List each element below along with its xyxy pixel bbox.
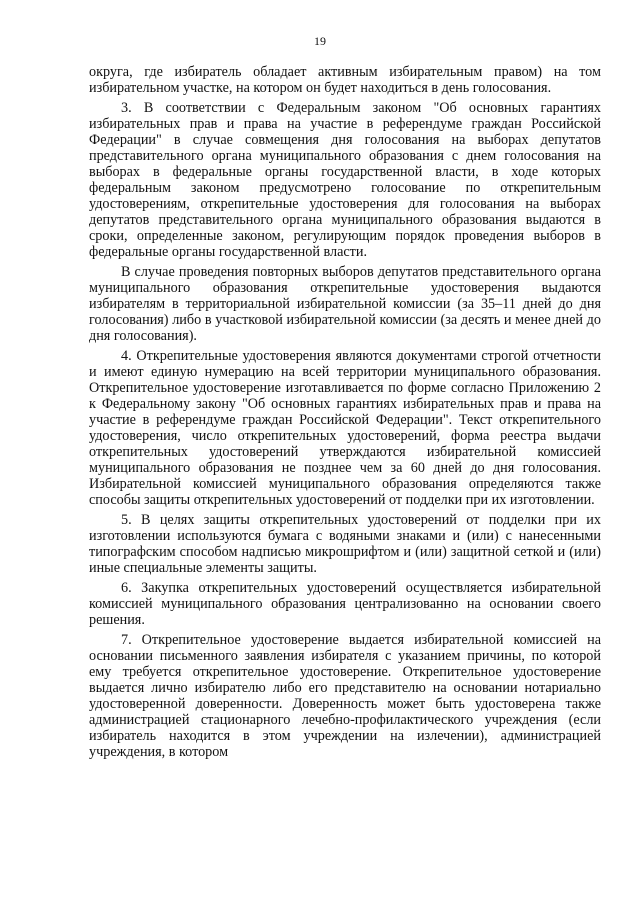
body-text — [89, 64, 601, 764]
paragraph: округа, где избиратель обладает активным избирательным правом) на том избирательном участке, на котором он будет находиться в день голосования. — [89, 64, 601, 96]
page-number: 19 — [314, 34, 326, 48]
paragraph: 5. В целях защиты открепительных удостоверений от подделки при их изготовлении используются бумага с водяными знаками и (или) с нанесенными типографским способом надписью микрошрифтом и (или) защитной сеткой и (или) иные специальные элементы защиты. — [89, 512, 601, 576]
paragraph: 3. В соответствии с Федеральным законом "Об основных гарантиях избирательных прав и права на участие в референдуме граждан Российской Федерации" в случае совмещения дня голосования на выборах депутатов представительного органа муниципального образования с днем голосования на выборах в федеральные органы государственной власти, в ходе которых федеральным законом предусмотрено голосование по открепительным удостоверениям, открепительные удостоверения для голосования на выборах депутатов представительного органа муниципального образования выдаются в сроки, определенные законом, регулирующим порядок проведения выборов в федеральные органы государственной власти. — [89, 100, 601, 260]
paragraph: 4. Открепительные удостоверения являются документами строгой отчетности и имеют единую нумерацию на всей территории муниципального образования. Открепительное удостоверение изготавливается по форме согласно Приложению 2 к Федеральному закону "Об основных гарантиях избирательных прав и права на участие в референдуме граждан Российской Федерации". Текст открепительного удостоверения, число открепительных удостоверений, форма реестра выдачи открепительных удостоверений утверждаются избирательной комиссией муниципального образования не позднее чем за 60 дней до дня голосования. Избирательной комиссией муниципального образования определяются также способы защиты открепительных удостоверений от подделки при их изготовлении. — [89, 348, 601, 508]
paragraph: В случае проведения повторных выборов депутатов представительного органа муниципального образования открепительные удостоверения выдаются избирателям в территориальной избирательной комиссии (за 35–11 дней до дня голосования) либо в участковой избирательной комиссии (за десять и менее дней до дня голосования). — [89, 264, 601, 344]
paragraph: 7. Открепительное удостоверение выдается избирательной комиссией на основании письменного заявления избирателя с указанием причины, по которой ему требуется открепительное удостоверение. Открепительное удостоверение выдается лично избирателю либо его представителю на основании нотариально удостоверенной доверенности. Доверенность может быть удостоверена также администрацией стационарного лечебно-профилактического учреждения (если избиратель находится в этом учреждении на излечении), администрацией учреждения, в котором — [89, 632, 601, 760]
paragraph: 6. Закупка открепительных удостоверений осуществляется избирательной комиссией муниципального образования централизованно на основании своего решения. — [89, 580, 601, 628]
